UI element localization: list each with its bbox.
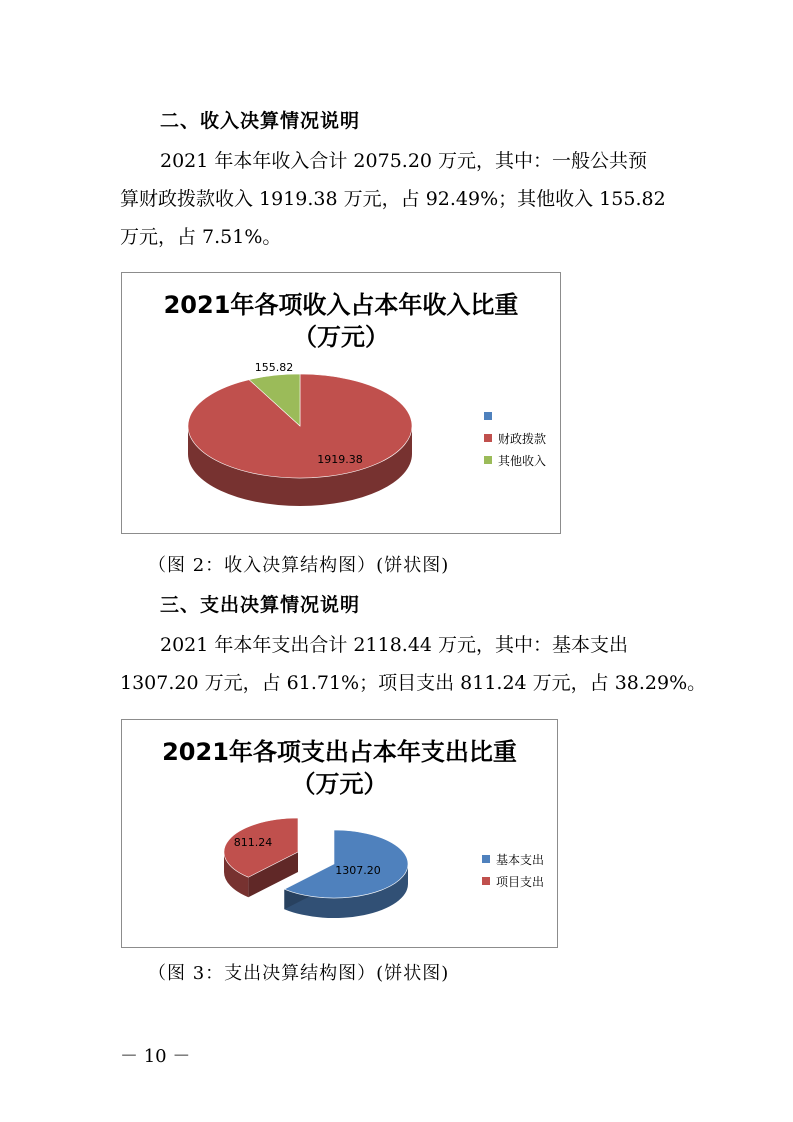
income-legend-label-2: 其他收入 (498, 453, 547, 468)
section-heading-income: 二、收入决算情况说明 (160, 110, 361, 132)
income-line-3: 万元，占 7.51%。 (120, 226, 282, 248)
expense-legend-item-0 (482, 848, 544, 870)
expense-chart-caption: （图 3：支出决算结构图）(饼状图) (148, 963, 450, 984)
expense-line-2: 1307.20 万元，占 61.71%；项目支出 811.24 万元，占 38.29%。 (120, 672, 707, 694)
income-chart-caption: （图 2：收入决算结构图）(饼状图) (148, 555, 450, 576)
income-data-label-1: 1919.38 (317, 453, 363, 466)
expense-paragraph (120, 626, 707, 702)
expense-legend-label-0: 基本支出 (496, 852, 545, 867)
income-legend-label-1: 财政拨款 (498, 431, 547, 446)
income-line-1: 2021 年本年收入合计 2075.20 万元，其中：一般公共预 (160, 150, 648, 172)
expense-legend (482, 848, 544, 892)
expense-data-label-1: 811.24 (233, 836, 273, 849)
expense-chart (121, 719, 558, 948)
expense-legend-item-1 (482, 870, 544, 892)
expense-legend-swatch-0 (482, 855, 490, 863)
section-heading-expense: 三、支出决算情况说明 (160, 594, 361, 616)
income-legend (484, 405, 546, 471)
income-paragraph (120, 142, 675, 256)
expense-pie (122, 720, 559, 949)
income-legend-swatch-0 (484, 412, 492, 420)
page-number: － 10 － (120, 1046, 191, 1067)
income-line-2: 算财政拨款收入 1919.38 万元，占 92.49%；其他收入 155.82 (120, 188, 666, 210)
expense-data-label-0: 1307.20 (335, 864, 381, 877)
income-legend-item-0 (484, 405, 546, 427)
income-chart (121, 272, 561, 534)
expense-line-1: 2021 年本年支出合计 2118.44 万元，其中：基本支出 (160, 634, 629, 656)
income-chart-subtitle: （万元） (293, 323, 389, 351)
income-legend-swatch-1 (484, 434, 492, 442)
income-legend-swatch-2 (484, 456, 492, 464)
expense-legend-label-1: 项目支出 (496, 874, 545, 889)
expense-chart-title: 2021年各项支出占本年支出比重 (162, 738, 517, 766)
income-data-label-2: 155.82 (254, 361, 294, 374)
income-legend-item-1 (484, 427, 546, 449)
income-legend-item-2 (484, 449, 546, 471)
income-pie (122, 273, 562, 535)
expense-chart-subtitle: （万元） (291, 770, 388, 798)
income-chart-title: 2021年各项收入占本年收入比重 (163, 291, 519, 319)
expense-legend-swatch-1 (482, 877, 490, 885)
